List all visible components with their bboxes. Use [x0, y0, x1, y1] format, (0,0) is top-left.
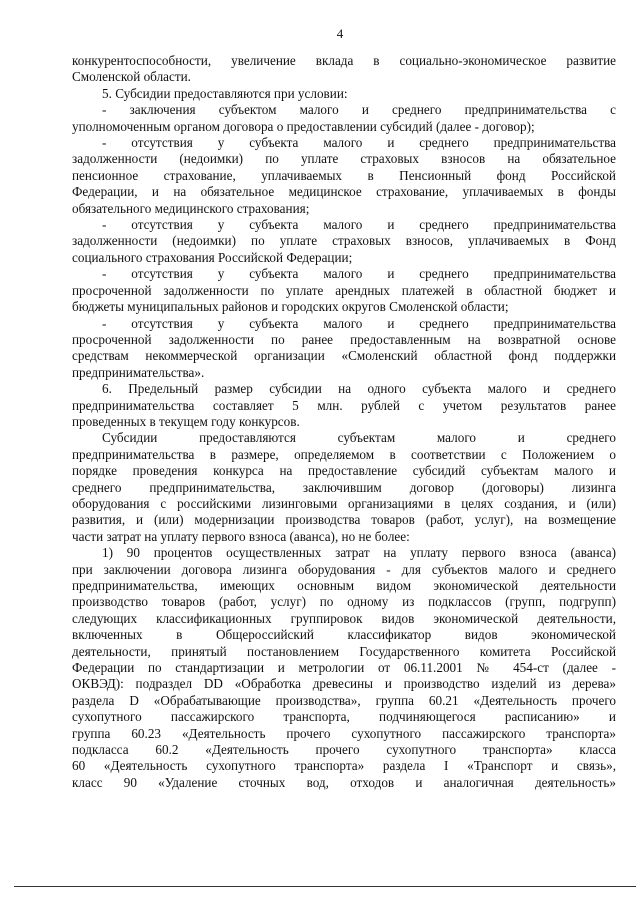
text-line: пенсионное страхование, уплачиваемых в Пенсионный фонд Российской: [72, 167, 616, 183]
text-line: - отсутствия у субъекта малого и среднего предпринимательства: [102, 266, 616, 282]
text-line: ОКВЭД): подраздел DD «Обработка древесины и производство изделий из дерева»: [72, 676, 616, 692]
text-line: деятельности, принятый постановлением Государственного комитета Российской: [72, 643, 616, 659]
text-line: просроченной задолженности по ранее предоставленным на возвратной основе: [72, 331, 616, 347]
text-line: предпринимательства в размере, определяемом в соответствии с Положением о: [72, 446, 616, 462]
text-line: сухопутного пассажирского транспорта, подчиняющегося расписанию» и: [72, 709, 616, 725]
text-line: порядке проведения конкурса на предоставление субсидий субъектам малого и: [72, 463, 616, 479]
text-line: - отсутствия у субъекта малого и среднего предпринимательства: [102, 135, 616, 151]
text-line: включенных в Общероссийский классификатор видов экономической: [72, 627, 616, 643]
text-line: 6. Предельный размер субсидии на одного субъекта малого и среднего: [102, 381, 616, 397]
text-line: уполномоченным органом договора о предоставлении субсидий (далее - договор);: [72, 118, 535, 134]
text-line: задолженности (недоимки) по уплате страховых взносов на обязательное: [72, 151, 616, 167]
text-line: класс 90 «Удаление сточных вод, отходов и аналогичная деятельность»: [72, 774, 616, 790]
text-line: среднего предпринимательства, заключившим договор (договоры) лизинга: [72, 479, 616, 495]
page-number: 4: [336, 26, 344, 41]
text-line: группа 60.23 «Деятельность прочего сухопутного пассажирского транспорта»: [72, 725, 616, 741]
text-line: раздела D «Обрабатывающие производства», группа 60.21 «Деятельность прочего: [72, 692, 616, 708]
text-line: подкласса 60.2 «Деятельность прочего сухопутного транспорта» класса: [72, 742, 616, 758]
text-line: социального страхования Российской Федерации;: [72, 249, 353, 265]
text-line: при заключении договора лизинга оборудования - для субъектов малого и среднего: [72, 561, 616, 577]
text-line: предпринимательства».: [72, 364, 205, 380]
document-body: [72, 53, 616, 791]
text-line: 1) 90 процентов осуществленных затрат на уплату первого взноса (аванса): [102, 545, 616, 561]
text-line: - отсутствия у субъекта малого и среднего предпринимательства: [102, 217, 616, 233]
text-line: Смоленской области.: [72, 69, 191, 85]
text-line: 60 «Деятельность сухопутного транспорта» раздела I «Транспорт и связь»,: [72, 758, 616, 774]
text-line: - заключения субъектом малого и среднего предпринимательства с: [102, 102, 616, 118]
text-line: Федерации по стандартизации и метрологии от 06.11.2001 № 454-ст (далее -: [72, 660, 616, 676]
text-line: производство товаров (работ, услуг) по одному из подклассов (групп, подгрупп): [72, 594, 616, 610]
text-line: Федерации, и на обязательное медицинское страхование, уплачиваемых в фонды: [72, 184, 616, 200]
text-line: - отсутствия у субъекта малого и среднего предпринимательства: [102, 315, 616, 331]
text-line: развития, и (или) модернизации производства товаров (работ, услуг), на возмещение: [72, 512, 616, 528]
text-line: Субсидии предоставляются субъектам малого и среднего: [102, 430, 616, 446]
text-line: оборудования с российскими лизинговыми организациями в целях создания, и (или): [72, 495, 616, 511]
text-line: 5. Субсидии предоставляются при условии:: [102, 85, 348, 101]
text-line: части затрат на уплату первого взноса (аванса), но не более:: [72, 528, 410, 544]
text-line: обязательного медицинского страхования;: [72, 200, 310, 216]
text-line: следующих классификационных группировок видов экономической деятельности,: [72, 610, 616, 626]
page-bottom-rule: [14, 886, 636, 887]
text-line: предпринимательства, имеющих основным видом экономической деятельности: [72, 578, 616, 593]
text-line: предпринимательства составляет 5 млн. рублей с учетом результатов ранее: [72, 397, 616, 413]
text-line: конкурентоспособности, увеличение вклада в социально-экономическое развитие: [72, 53, 616, 68]
text-line: средствам некоммерческой организации «Смоленский областной фонд поддержки: [72, 348, 616, 364]
text-line: задолженности (недоимки) по уплате страховых взносов, уплачиваемых в Фонд: [72, 233, 616, 249]
text-line: бюджеты муниципальных районов и городских округов Смоленской области;: [72, 299, 509, 315]
text-line: просроченной задолженности по уплате арендных платежей в областной бюджет и: [72, 282, 616, 298]
text-line: проведенных в текущем году конкурсов.: [72, 413, 300, 429]
